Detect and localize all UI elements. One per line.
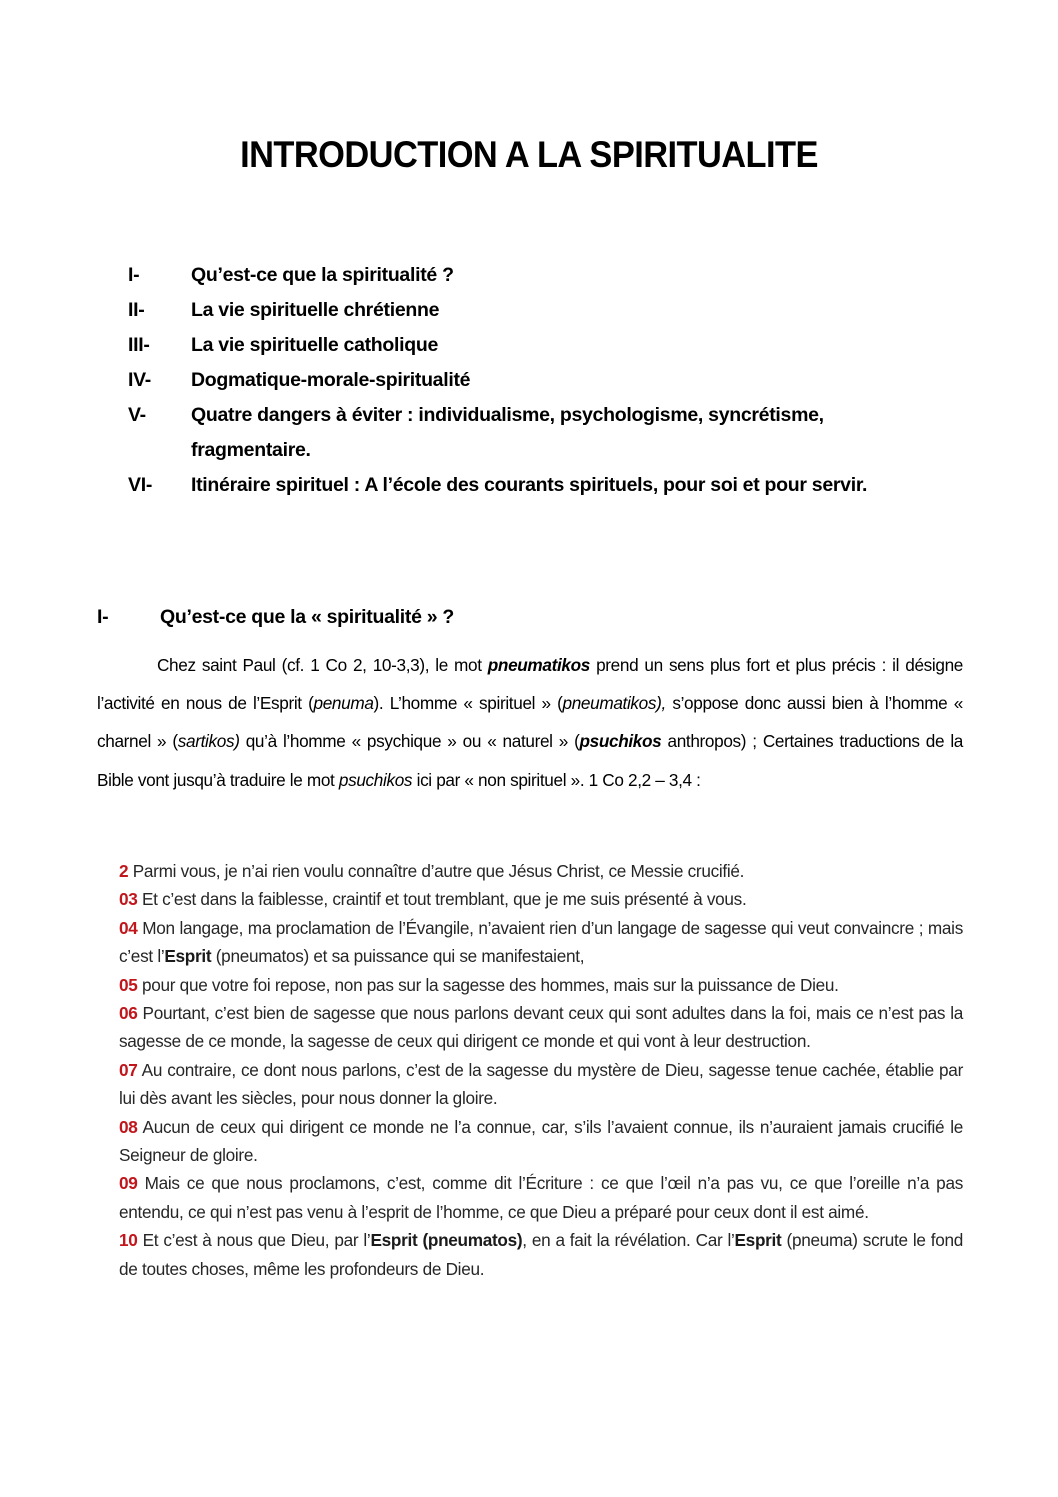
verse: [119, 1226, 963, 1283]
verse-number: 04: [119, 917, 138, 938]
toc-item-number: I-: [128, 264, 140, 286]
verse-text: , en a fait la révélation. Car l’: [522, 1230, 735, 1251]
verse-number: 06: [119, 1003, 138, 1024]
section-number: I-: [97, 606, 109, 628]
verse-emphasis: Esprit (pneumatos): [370, 1230, 523, 1251]
greek-term: psuchikos: [579, 731, 662, 752]
toc-item-number: IV-: [128, 369, 151, 391]
greek-term: sartikos): [177, 731, 240, 752]
toc-item-text: Quatre dangers à éviter : individualisme, psychologisme, syncrétisme, fragmentaire.: [191, 404, 824, 461]
verse-text: (pneuma) scrute le fond de toutes choses, même les profondeurs de Dieu.: [119, 1230, 963, 1279]
toc-item-text: Dogmatique-morale-spiritualité: [191, 369, 471, 391]
verse: [119, 914, 963, 971]
toc-item: [128, 328, 928, 363]
paragraph-text: prend un sens plus fort et plus précis : il désigne l’activité en nous de l’Esprit (: [97, 655, 964, 714]
toc-item: [128, 293, 928, 328]
paragraph-text: ). L’homme « spirituel » (: [373, 693, 563, 714]
verse-text: Au contraire, ce dont nous parlons, c’est de la sagesse du mystère de Dieu, sagesse tenue cachée, établie par lui dès avant les siècles, pour nous donner la gloire.: [119, 1059, 963, 1109]
paragraph-text: s’oppose donc aussi bien à l’homme « charnel » (: [97, 693, 964, 752]
verse-text: Aucun de ceux qui dirigent ce monde ne l’a connue, car, s’ils l’avaient connue, ils n’auraient jamais crucifié le Seigneur de gloire.: [119, 1116, 963, 1166]
toc-item: [128, 363, 928, 398]
toc-item-number: VI-: [128, 474, 153, 496]
verse-text: Parmi vous, je n’ai rien voulu connaître d’autre que Jésus Christ, ce Messie crucifié.: [128, 861, 745, 881]
section-heading: [97, 602, 454, 632]
greek-term: psuchikos: [338, 769, 413, 790]
verse-number: 05: [119, 974, 138, 995]
verse: [119, 885, 963, 913]
table-of-contents: [128, 258, 928, 503]
toc-item-number: II-: [128, 299, 145, 321]
paragraph-text: anthropos) ; Certaines traductions de la Bible vont jusqu’à traduire le mot: [97, 731, 963, 790]
toc-item: [128, 468, 928, 503]
verse-emphasis: Esprit: [164, 946, 212, 967]
document-title: INTRODUCTION A LA SPIRITUALITE: [240, 134, 818, 175]
verse-text: Mais ce que nous proclamons, c’est, comme dit l’Écriture : ce que l’œil n’a pas vu, ce que l’oreille n’a pas entendu, ce qui n’est pas venu à l’esprit de l’homme, ce que Dieu a préparé pour ceux dont il est aimé.: [119, 1173, 963, 1222]
verse-emphasis: Esprit: [734, 1230, 782, 1251]
verse-text: Pourtant, c’est bien de sagesse que nous parlons devant ceux qui sont adultes dans la foi, mais ce n’est pas la sagesse de ce monde, la sagesse de ceux qui dirigent ce monde et qui vont à leur destruction.: [119, 1003, 963, 1052]
toc-item-number: V-: [128, 404, 146, 426]
greek-term: penuma: [313, 693, 374, 714]
verse-text: Mon langage, ma proclamation de l’Évangile, n’avaient rien d’un langage de sagesse qui veut convaincre ; mais c’est l’: [119, 917, 963, 967]
toc-item-text: Qu’est-ce que la spiritualité ?: [191, 264, 454, 286]
toc-item-text: La vie spirituelle catholique: [191, 334, 439, 356]
verse-number: 10: [119, 1230, 138, 1251]
toc-item-number: III-: [128, 334, 150, 356]
verse: [119, 1169, 963, 1226]
verse-text: Et c’est dans la faiblesse, craintif et tout tremblant, que je me suis présenté à vous.: [137, 889, 747, 910]
verse-number: 2: [119, 861, 129, 881]
verse: [119, 971, 963, 999]
verse-number: 03: [119, 889, 138, 910]
toc-item: [128, 258, 928, 293]
verse-text: (pneumatos) et sa puissance qui se manifestaient,: [211, 946, 585, 967]
intro-paragraph: [97, 646, 963, 799]
toc-item-text: La vie spirituelle chrétienne: [191, 299, 440, 321]
verse: [119, 857, 963, 885]
paragraph-text: qu’à l’homme « psychique » ou « naturel » (: [239, 731, 580, 752]
greek-term: pneumatikos),: [562, 693, 666, 714]
verse-text: pour que votre foi repose, non pas sur la sagesse des hommes, mais sur la puissance de Dieu.: [137, 974, 839, 995]
paragraph-text: Chez saint Paul (cf. 1 Co 2, 10-3,3), le mot: [157, 655, 488, 675]
greek-term: pneumatikos: [487, 655, 590, 675]
verse: [119, 1113, 963, 1170]
verse: [119, 999, 963, 1056]
toc-item: [128, 398, 928, 468]
verse-number: 07: [119, 1059, 138, 1080]
verse-number: 09: [119, 1173, 138, 1194]
verse-number: 08: [119, 1116, 138, 1137]
verse: [119, 1056, 963, 1113]
scripture-quote: [119, 857, 963, 1283]
toc-item-text: Itinéraire spirituel : A l’école des courants spirituels, pour soi et pour servir.: [191, 474, 868, 496]
section-title: Qu’est-ce que la « spiritualité » ?: [160, 606, 455, 628]
verse-text: Et c’est à nous que Dieu, par l’: [137, 1230, 371, 1251]
paragraph-text: ici par « non spirituel ». 1 Co 2,2 – 3,4 :: [412, 769, 701, 790]
